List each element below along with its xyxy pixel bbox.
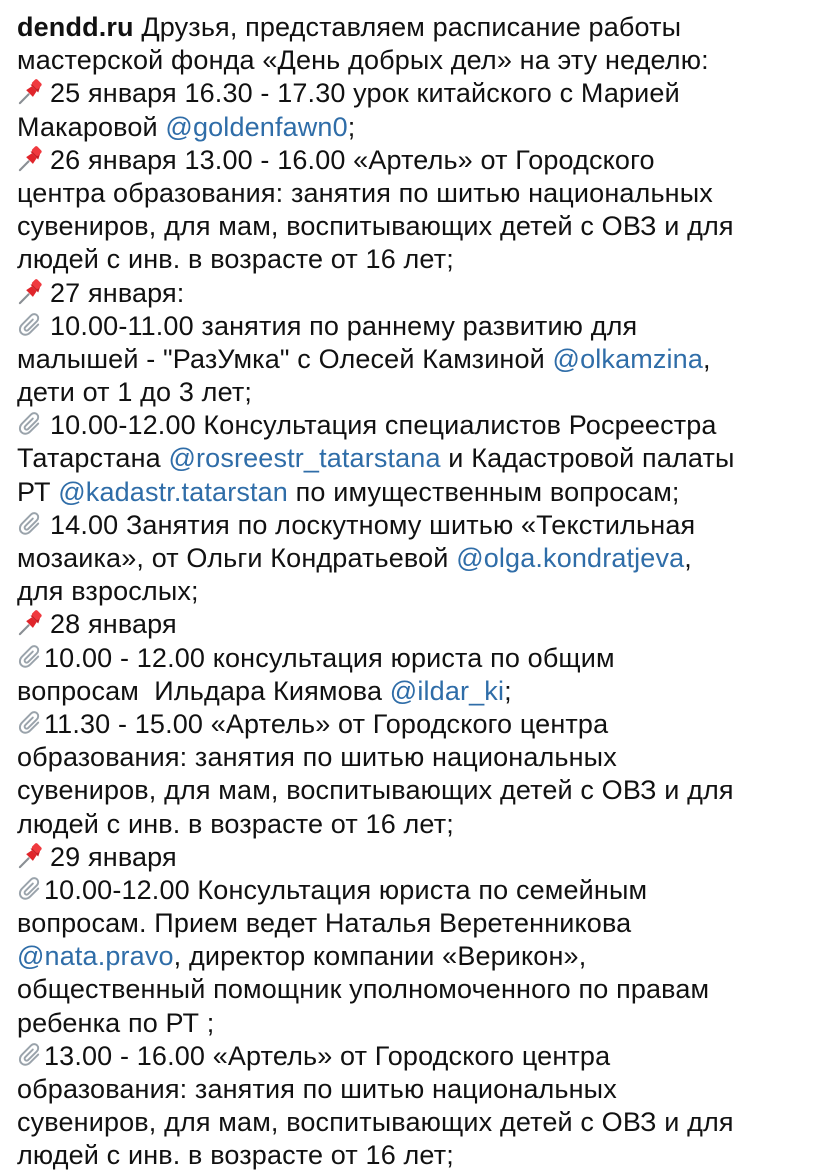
schedule-day-28: [17, 608, 813, 641]
mention-link[interactable]: @rosreestr_tatarstana: [168, 443, 441, 474]
caption-line: [17, 907, 813, 940]
caption-text: 28 января: [50, 609, 177, 640]
caption-text: сувениров, для мам, воспитывающих детей с ОВЗ и для: [17, 1107, 734, 1138]
caption-text: 13.00 - 16.00 «Артель» от Городского центра: [44, 1040, 611, 1071]
mention-link[interactable]: @nata.pravo: [17, 941, 174, 972]
caption-line: [17, 1139, 813, 1172]
pushpin-icon: [17, 610, 44, 637]
caption-text: вопросам. Прием ведет Наталья Веретенникова: [17, 908, 632, 939]
caption-text: Друзья, представляем расписание работы: [133, 12, 682, 42]
caption-text: Татарстана: [17, 443, 169, 474]
caption-text: по имущественным вопросам;: [287, 476, 680, 507]
mention-link[interactable]: @kadastr.tatarstan: [58, 476, 288, 507]
caption-text: людей с инв. в возрасте от 16 лет;: [17, 1140, 454, 1171]
caption-line: [17, 774, 813, 807]
schedule-item: [17, 1040, 813, 1073]
schedule-item: [17, 409, 813, 442]
caption-line: [17, 210, 813, 243]
paperclip-icon: [17, 644, 44, 671]
caption-text: 26 января 13.00 - 16.00 «Артель» от Городского: [50, 144, 655, 175]
caption-line: [17, 973, 813, 1006]
caption-line: [17, 940, 813, 973]
schedule-day-25: [17, 77, 813, 110]
caption-line: [17, 376, 813, 409]
schedule-day-29: [17, 841, 813, 874]
schedule-day-27: [17, 277, 813, 310]
paperclip-icon: [17, 411, 44, 438]
mention-link[interactable]: @ildar_ki: [389, 675, 505, 706]
author-username[interactable]: dendd.ru: [17, 12, 134, 42]
caption-line: [17, 1073, 813, 1106]
schedule-item: [17, 642, 813, 675]
caption-text: мозаика», от Ольги Кондратьевой: [17, 543, 457, 573]
caption-text: 10.00-11.00 занятия по раннему развитию для: [50, 310, 638, 341]
caption-line: [17, 111, 813, 144]
caption-line: [17, 542, 813, 575]
caption-line: [17, 442, 813, 475]
caption-text: 14.00 Занятия по лоскутному шитью «Текстильная: [50, 509, 696, 540]
caption-text: ,: [703, 343, 711, 374]
paperclip-icon: [17, 1042, 44, 1069]
caption-text: и Кадастровой палаты: [440, 443, 735, 474]
caption-text: ;: [347, 111, 356, 142]
caption-line: [17, 44, 813, 77]
caption-line: [17, 343, 813, 376]
pushpin-icon: [17, 279, 44, 306]
caption-line: [17, 1007, 813, 1040]
caption-text: малышей - "РазУмка" с Олесей Камзиной: [17, 343, 553, 374]
paperclip-icon: [17, 511, 44, 538]
mention-link[interactable]: @olkamzina: [552, 343, 704, 374]
caption-text: центра образования: занятия по шитью национальных: [17, 177, 713, 208]
pushpin-icon: [17, 79, 44, 106]
paperclip-icon: [17, 312, 44, 339]
pushpin-icon: [17, 843, 44, 870]
caption-text: образования: занятия по шитью национальных: [17, 742, 617, 773]
caption-line: [17, 575, 813, 608]
caption-text: 10.00-12.00 Консультация юриста по семейным: [44, 874, 648, 905]
caption-line: [17, 11, 813, 44]
caption-line: [17, 177, 813, 210]
caption-text: 29 января: [50, 841, 177, 872]
caption-line: [17, 741, 813, 774]
caption-text: образования: занятия по шитью национальных: [17, 1074, 617, 1104]
schedule-item: [17, 509, 813, 542]
paperclip-icon: [17, 710, 44, 737]
caption-text: ,: [684, 543, 692, 573]
mention-link[interactable]: @olga.kondratjeva: [456, 543, 685, 573]
caption-text: ребенка по РТ ;: [17, 1007, 215, 1038]
caption-text: ;: [504, 675, 512, 706]
caption-text: людей с инв. в возрасте от 16 лет;: [17, 244, 454, 275]
schedule-item: [17, 874, 813, 907]
pushpin-icon: [17, 146, 44, 173]
caption-text: для взрослых;: [17, 576, 199, 607]
caption-text: 10.00 - 12.00 консультация юриста по общим: [44, 642, 615, 673]
schedule-day-26: [17, 144, 813, 177]
caption-text: сувениров, для мам, воспитывающих детей с ОВЗ и для: [17, 775, 734, 806]
caption-text: мастерской фонда «День добрых дел» на эту неделю:: [17, 45, 709, 76]
caption-text: 25 января 16.30 - 17.30 урок китайского с Марией: [50, 78, 680, 109]
caption-text: общественный помощник уполномоченного по правам: [17, 974, 710, 1005]
caption-line: [17, 243, 813, 276]
caption-line: [17, 1106, 813, 1139]
paperclip-icon: [17, 876, 44, 903]
caption-text: сувениров, для мам, воспитывающих детей с ОВЗ и для: [17, 211, 734, 242]
caption-text: 27 января:: [50, 277, 185, 308]
caption-line: [17, 476, 813, 509]
caption-text: РТ: [17, 476, 59, 507]
caption-text: 10.00-12.00 Консультация специалистов Росреестра: [50, 410, 717, 441]
schedule-item: [17, 310, 813, 343]
caption-text: дети от 1 до 3 лет;: [17, 377, 253, 408]
mention-link[interactable]: @goldenfawn0: [165, 111, 348, 142]
caption-line: [17, 808, 813, 841]
schedule-item: [17, 708, 813, 741]
caption-text: Макаровой: [17, 111, 166, 142]
caption-text: людей с инв. в возрасте от 16 лет;: [17, 808, 454, 839]
caption-line: [17, 675, 813, 708]
caption-text: вопросам Ильдара Киямова: [17, 675, 390, 706]
caption-text: , директор компании «Верикон»,: [173, 941, 587, 972]
caption-text: 11.30 - 15.00 «Артель» от Городского центра: [44, 708, 609, 739]
